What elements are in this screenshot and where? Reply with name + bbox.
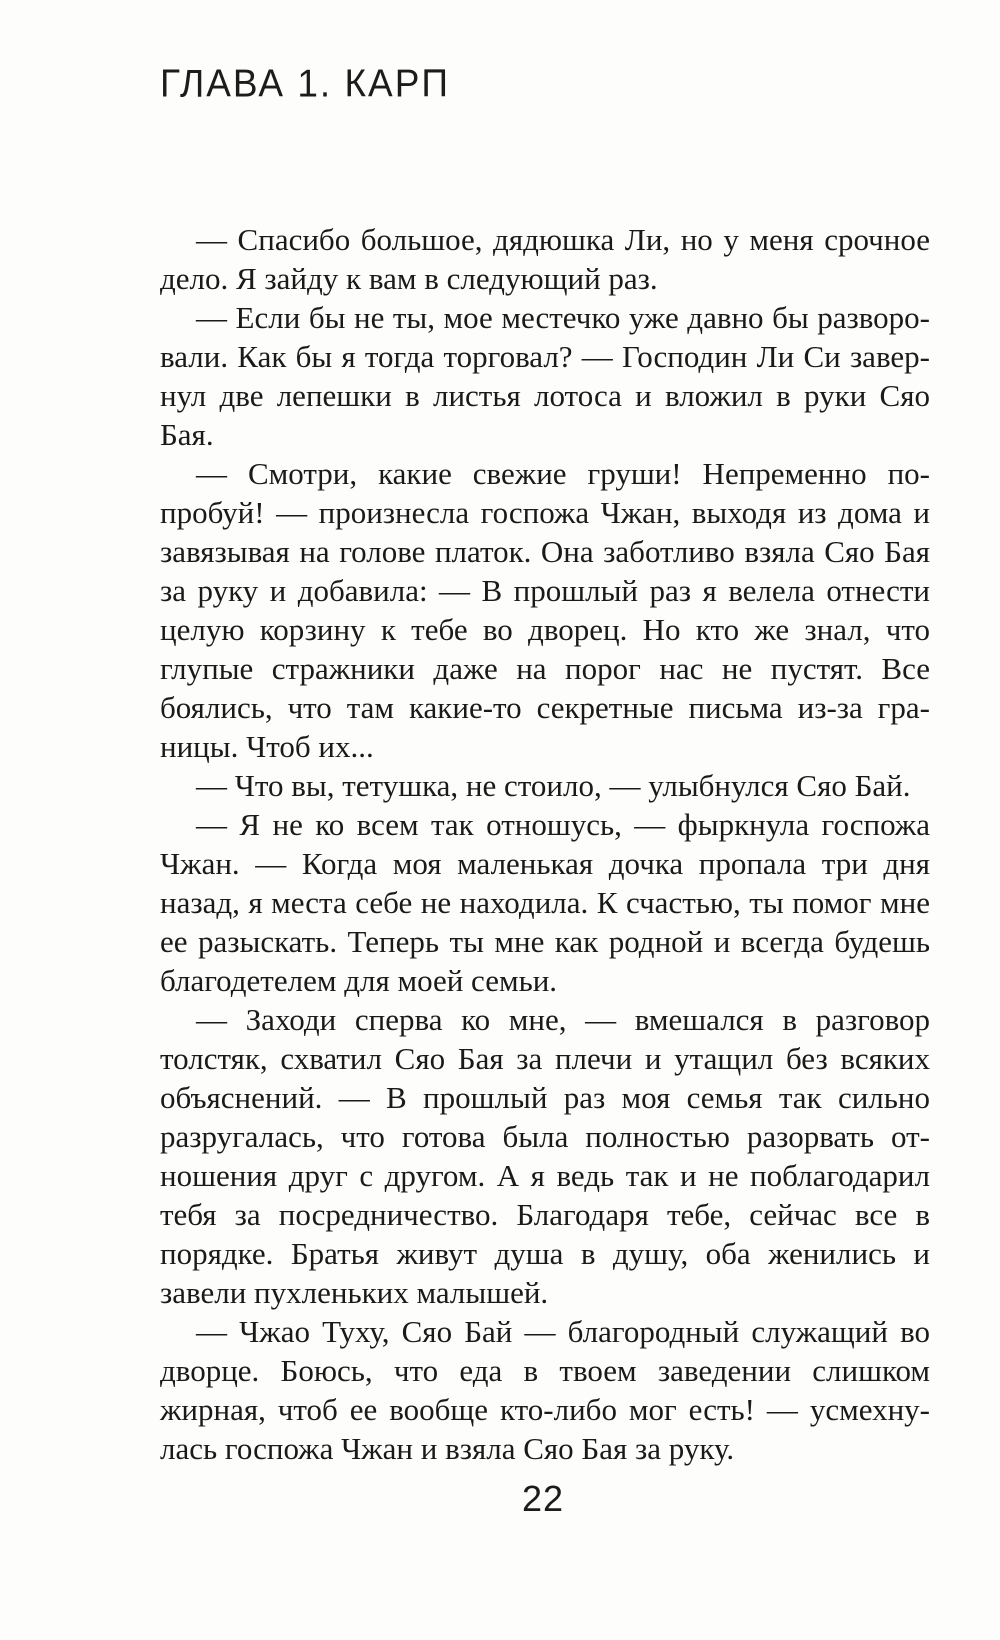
running-head-chapter-title: ГЛАВА 1. КАРП	[160, 62, 450, 106]
paragraph: — Если бы не ты, мое местечко уже давно бы разворовали. Как бы я тогда торговал? — Господин Ли Си завернул две лепешки в листья лотоса и вложил в руки Сяо Бая.	[160, 300, 930, 452]
paragraph: — Смотри, какие свежие груши! Непременно попробуй! — произнесла госпожа Чжан, выходя из дома и завязывая на голове платок. Она заботливо взяла Сяо Бая за руку и добавила: — В прошлый раз я велела отнести целую корзину к тебе во дворец. Но кто же знал, что глупые стражники даже на порог нас не пустят. Все боялись, что там какие-то секретные письма из-за границы. Чтоб их...	[160, 456, 930, 764]
paragraph: — Чжао Туху, Сяо Бай — благородный служащий во дворце. Боюсь, что еда в твоем заведении слишком жирная, чтоб ее вообще кто-либо мог есть! — усмехнулась госпожа Чжан и взяла Сяо Бая за руку.	[160, 1314, 930, 1466]
paragraph: — Я не ко всем так отношусь, — фыркнула госпожа Чжан. — Когда моя маленькая дочка пропала три дня назад, я места себе не находила. К счастью, ты помог мне ее разыскать. Теперь ты мне как родной и всегда будешь благодетелем для моей семьи.	[160, 807, 930, 998]
paragraph: — Что вы, тетушка, не стоило, — улыбнулся Сяо Бай.	[196, 768, 911, 803]
paragraph: — Спасибо большое, дядюшка Ли, но у меня срочное дело. Я зайду к вам в следующий раз.	[160, 222, 930, 296]
page-body-text	[160, 220, 930, 1468]
page-number: 22	[521, 1478, 565, 1519]
paragraph: — Заходи сперва ко мне, — вмешался в разговор толстяк, схватил Сяо Бая за плечи и утащил без всяких объяснений. — В прошлый раз моя семья так сильно разругалась, что готова была полностью разорвать отношения друг с другом. А я ведь так и не поблагодарил тебя за посредничество. Благодаря тебе, сейчас все в порядке. Братья живут душа в душу, оба женились и завели пухленьких малышей.	[160, 1002, 930, 1310]
